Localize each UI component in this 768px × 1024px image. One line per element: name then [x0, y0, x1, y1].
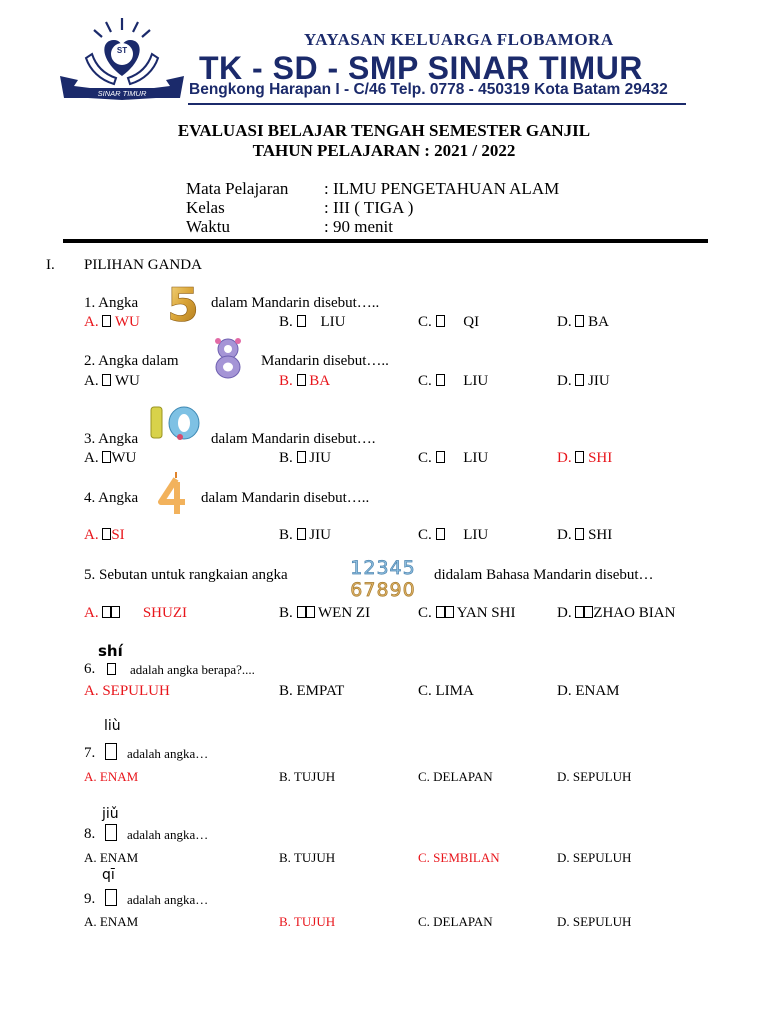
hanzi-glyph: [297, 528, 306, 540]
class-label: Kelas: [186, 198, 225, 217]
q9-option-d[interactable]: D. SEPULUH: [557, 914, 632, 929]
q5-option-b[interactable]: [279, 605, 370, 622]
question-2-text: 2. Angka dalam: [84, 353, 179, 369]
option-letter: C.: [418, 450, 432, 466]
hanzi-glyph: [107, 663, 116, 675]
option-letter: D.: [557, 373, 572, 389]
option-text: JIU: [309, 450, 331, 466]
q9-option-a[interactable]: A. ENAM: [84, 914, 139, 929]
q2-option-b[interactable]: [279, 373, 330, 390]
option-letter: D.: [557, 605, 572, 621]
class-value: : III ( TIGA ): [324, 198, 414, 217]
hanzi-glyph: [105, 889, 117, 906]
option-text: WU: [114, 373, 140, 389]
school-logo: [56, 14, 188, 106]
option-text: BA: [309, 373, 331, 389]
q5-option-a[interactable]: [84, 605, 187, 622]
question-1-suffix: dalam Mandarin disebut…..: [211, 295, 380, 311]
hanzi-glyph: [575, 528, 584, 540]
pinyin-jiu: jiǔ: [102, 806, 119, 822]
option-letter: D.: [557, 314, 572, 330]
option-letter: C.: [418, 314, 432, 330]
q3-option-c[interactable]: [418, 450, 488, 467]
hanzi-glyph: [297, 374, 306, 386]
hanzi-glyph: [297, 315, 306, 327]
question-7-text: adalah angka…: [127, 746, 209, 761]
exam-year: TAHUN PELAJARAN : 2021 / 2022: [252, 141, 516, 160]
q8-option-a[interactable]: A. ENAM: [84, 850, 139, 865]
option-text: SHUZI: [142, 605, 188, 621]
q1-option-b[interactable]: [279, 314, 346, 331]
hanzi-glyph: [102, 528, 111, 540]
option-letter: B.: [279, 450, 293, 466]
option-letter: D.: [557, 527, 572, 543]
q7-option-a[interactable]: A. ENAM: [84, 769, 139, 784]
option-letter: A.: [84, 605, 99, 621]
logo-initials: ST: [116, 46, 128, 55]
option-letter: A.: [84, 450, 99, 466]
q2-option-a[interactable]: [84, 373, 140, 390]
hanzi-glyph: [575, 451, 584, 463]
q4-option-c[interactable]: [418, 527, 488, 544]
q8-option-b[interactable]: B. TUJUH: [279, 850, 336, 865]
q4-option-d[interactable]: [557, 527, 612, 544]
q9-option-c[interactable]: C. DELAPAN: [418, 914, 493, 929]
hanzi-glyph: [575, 315, 584, 327]
option-letter: C.: [418, 605, 432, 621]
number-10-image: [146, 403, 204, 446]
q6-option-b[interactable]: B. EMPAT: [279, 683, 345, 699]
hanzi-glyph: [445, 606, 454, 618]
hanzi-glyph: [297, 451, 306, 463]
option-text: JIU: [588, 373, 610, 389]
option-letter: A.: [84, 314, 99, 330]
option-text: SI: [111, 527, 125, 543]
q1-option-d[interactable]: [557, 314, 609, 331]
question-8-number: 8.: [84, 826, 96, 842]
option-letter: B.: [279, 314, 293, 330]
hanzi-glyph: [102, 315, 111, 327]
hanzi-glyph: [436, 315, 445, 327]
time-label: Waktu: [186, 217, 230, 236]
option-text: ZHAO BIAN: [593, 605, 676, 621]
question-8-text: adalah angka…: [127, 827, 209, 842]
hanzi-glyph: [111, 606, 120, 618]
school-name: TK - SD - SMP SINAR TIMUR: [199, 50, 643, 86]
question-3-suffix: dalam Mandarin disebut….: [211, 431, 376, 447]
section-title: PILIHAN GANDA: [84, 257, 202, 273]
question-6-text: adalah angka berapa?....: [130, 662, 255, 677]
hanzi-glyph: [297, 606, 306, 618]
q3-option-d[interactable]: [557, 450, 612, 467]
header-underline: [188, 103, 686, 105]
hanzi-glyph: [584, 606, 593, 618]
option-text: BA: [588, 314, 609, 330]
option-letter: D.: [557, 450, 572, 466]
option-letter: A.: [84, 527, 99, 543]
question-5-text: 5. Sebutan untuk rangkaian angka: [84, 567, 288, 583]
hanzi-glyph: [102, 606, 111, 618]
hanzi-glyph: [575, 606, 584, 618]
q8-option-c[interactable]: C. SEMBILAN: [418, 850, 500, 865]
option-letter: B.: [279, 527, 293, 543]
option-text: WU: [111, 450, 137, 466]
question-2-suffix: Mandarin disebut…..: [261, 353, 389, 369]
option-text: LIU: [463, 373, 489, 389]
hanzi-glyph: [575, 374, 584, 386]
foundation-name: YAYASAN KELUARGA FLOBAMORA: [304, 30, 614, 49]
pinyin-liu: liù: [104, 718, 121, 734]
option-text: LIU: [463, 450, 489, 466]
option-letter: B.: [279, 373, 293, 389]
q5-option-d[interactable]: [557, 605, 675, 622]
option-letter: A.: [84, 373, 99, 389]
school-address: Bengkong Harapan I - C/46 Telp. 0778 - 450319 Kota Batam 29432: [189, 81, 668, 98]
hanzi-glyph: [436, 528, 445, 540]
hanzi-glyph: [436, 374, 445, 386]
q4-option-b[interactable]: [279, 527, 331, 544]
q9-option-b[interactable]: B. TUJUH: [279, 914, 336, 929]
option-text: YAN SHI: [456, 605, 516, 621]
option-text: JIU: [309, 527, 331, 543]
divider: [63, 239, 708, 243]
subject-value: : ILMU PENGETAHUAN ALAM: [324, 179, 560, 198]
time-value: : 90 menit: [324, 217, 393, 236]
question-9-number: 9.: [84, 891, 96, 907]
pinyin-qi: qī: [102, 867, 115, 883]
option-text: WEN ZI: [318, 605, 371, 621]
q6-option-a[interactable]: A. SEPULUH: [84, 683, 170, 699]
q2-option-d[interactable]: [557, 373, 610, 390]
number-8-image: [211, 336, 245, 385]
digits-image: [341, 555, 425, 601]
question-7-number: 7.: [84, 745, 96, 761]
hanzi-glyph: [105, 743, 117, 760]
option-letter: C.: [418, 527, 432, 543]
question-1-text: 1. Angka: [84, 295, 139, 311]
q1-option-c[interactable]: [418, 314, 479, 331]
logo-text: SINAR TIMUR: [97, 89, 147, 98]
pinyin-shi: shí: [98, 642, 123, 660]
q6-option-d[interactable]: D. ENAM: [557, 683, 620, 699]
svg-text:5: 5: [166, 284, 200, 326]
hanzi-glyph: [102, 374, 111, 386]
option-text: SHI: [588, 527, 613, 543]
hanzi-glyph: [306, 606, 315, 618]
hanzi-glyph: [436, 606, 445, 618]
number-5-image: [165, 284, 201, 331]
question-5-suffix: didalam Bahasa Mandarin disebut…: [434, 567, 654, 583]
q5-option-c[interactable]: [418, 605, 515, 622]
q2-option-c[interactable]: [418, 373, 488, 390]
q7-option-b[interactable]: B. TUJUH: [279, 769, 336, 784]
q3-option-a[interactable]: [84, 450, 136, 467]
option-text: SHI: [588, 450, 613, 466]
q8-option-d[interactable]: D. SEPULUH: [557, 850, 632, 865]
hanzi-glyph: [436, 451, 445, 463]
hanzi-glyph: [102, 451, 111, 463]
subject-label: Mata Pelajaran: [186, 179, 289, 198]
q3-option-b[interactable]: [279, 450, 331, 467]
question-4-suffix: dalam Mandarin disebut…..: [201, 490, 370, 506]
question-9-text: adalah angka…: [127, 892, 209, 907]
option-text: QI: [463, 314, 480, 330]
option-letter: B.: [279, 605, 293, 621]
option-text: WU: [114, 314, 140, 330]
svg-text:12345: 12345: [350, 557, 416, 579]
q7-option-d[interactable]: D. SEPULUH: [557, 769, 632, 784]
question-4-text: 4. Angka: [84, 490, 139, 506]
q4-option-a[interactable]: [84, 527, 125, 544]
q6-option-c[interactable]: C. LIMA: [418, 683, 474, 699]
section-number: I.: [46, 257, 55, 273]
question-3-text: 3. Angka: [84, 431, 139, 447]
q7-option-c[interactable]: C. DELAPAN: [418, 769, 493, 784]
question-6-number: 6.: [84, 661, 96, 677]
svg-text:67890: 67890: [350, 579, 416, 601]
option-letter: C.: [418, 373, 432, 389]
q1-option-a[interactable]: [84, 314, 140, 331]
option-text: LIU: [463, 527, 489, 543]
option-text: LIU: [320, 314, 346, 330]
number-4-image: [157, 470, 189, 521]
exam-title: EVALUASI BELAJAR TENGAH SEMESTER GANJIL: [177, 121, 591, 140]
hanzi-glyph: [105, 824, 117, 841]
